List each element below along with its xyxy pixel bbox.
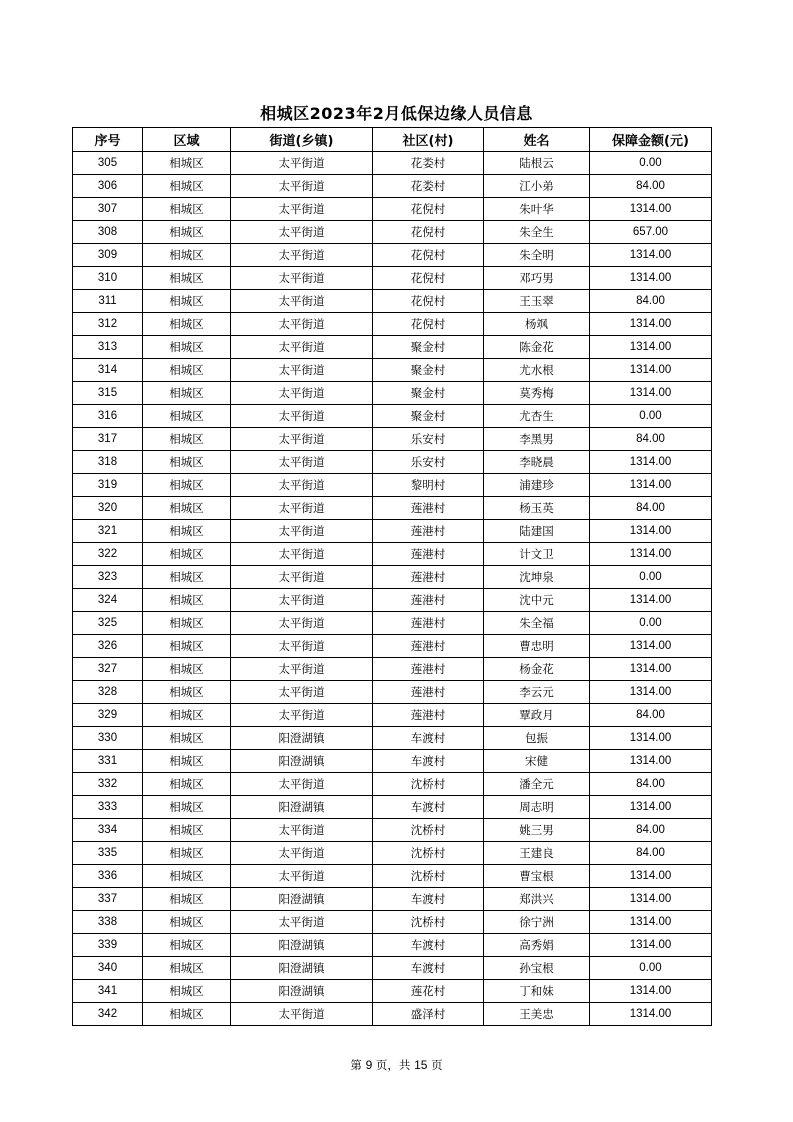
cell-village: 莲港村 — [373, 635, 484, 658]
cell-district: 相城区 — [143, 313, 231, 336]
cell-district: 相城区 — [143, 658, 231, 681]
table-row — [73, 405, 712, 428]
cell-seq: 309 — [73, 244, 143, 267]
cell-amount: 1314.00 — [590, 911, 712, 934]
cell-name: 周志明 — [484, 796, 590, 819]
cell-village: 车渡村 — [373, 957, 484, 980]
cell-village: 沈桥村 — [373, 865, 484, 888]
cell-street: 太平街道 — [231, 704, 373, 727]
table-row — [73, 635, 712, 658]
cell-seq: 307 — [73, 198, 143, 221]
cell-amount: 84.00 — [590, 704, 712, 727]
cell-name: 郑洪兴 — [484, 888, 590, 911]
cell-village: 沈桥村 — [373, 773, 484, 796]
cell-street: 太平街道 — [231, 658, 373, 681]
cell-seq: 315 — [73, 382, 143, 405]
table-row — [73, 704, 712, 727]
cell-name: 宋健 — [484, 750, 590, 773]
table-row — [73, 336, 712, 359]
cell-district: 相城区 — [143, 382, 231, 405]
cell-amount: 84.00 — [590, 819, 712, 842]
page-footer — [0, 1057, 793, 1073]
cell-amount: 0.00 — [590, 566, 712, 589]
cell-seq: 323 — [73, 566, 143, 589]
cell-village: 花娄村 — [373, 152, 484, 175]
cell-district: 相城区 — [143, 405, 231, 428]
cell-name: 孙宝根 — [484, 957, 590, 980]
table-row — [73, 451, 712, 474]
cell-seq: 333 — [73, 796, 143, 819]
cell-district: 相城区 — [143, 681, 231, 704]
cell-district: 相城区 — [143, 980, 231, 1003]
cell-amount: 1314.00 — [590, 888, 712, 911]
cell-amount: 1314.00 — [590, 934, 712, 957]
cell-name: 王美忠 — [484, 1003, 590, 1026]
cell-district: 相城区 — [143, 773, 231, 796]
cell-street: 阳澄湖镇 — [231, 934, 373, 957]
data-table — [72, 127, 712, 1026]
cell-district: 相城区 — [143, 451, 231, 474]
cell-district: 相城区 — [143, 221, 231, 244]
cell-village: 车渡村 — [373, 934, 484, 957]
cell-seq: 337 — [73, 888, 143, 911]
cell-name: 计文卫 — [484, 543, 590, 566]
cell-village: 莲港村 — [373, 681, 484, 704]
table-row — [73, 911, 712, 934]
cell-street: 太平街道 — [231, 842, 373, 865]
cell-seq: 305 — [73, 152, 143, 175]
table-header-row — [73, 128, 712, 152]
cell-village: 莲花村 — [373, 980, 484, 1003]
cell-village: 莲港村 — [373, 658, 484, 681]
cell-amount: 0.00 — [590, 152, 712, 175]
footer-middle: 页，共 — [375, 1058, 411, 1072]
cell-seq: 331 — [73, 750, 143, 773]
cell-name: 朱叶华 — [484, 198, 590, 221]
cell-village: 聚金村 — [373, 405, 484, 428]
cell-amount: 657.00 — [590, 221, 712, 244]
cell-district: 相城区 — [143, 566, 231, 589]
cell-seq: 319 — [73, 474, 143, 497]
cell-village: 花倪村 — [373, 267, 484, 290]
cell-name: 王建良 — [484, 842, 590, 865]
cell-village: 莲港村 — [373, 566, 484, 589]
cell-amount: 1314.00 — [590, 681, 712, 704]
cell-village: 花娄村 — [373, 175, 484, 198]
cell-amount: 1314.00 — [590, 313, 712, 336]
header-amount: 保障金额(元) — [590, 128, 712, 152]
cell-street: 太平街道 — [231, 520, 373, 543]
cell-seq: 332 — [73, 773, 143, 796]
cell-amount: 1314.00 — [590, 980, 712, 1003]
cell-district: 相城区 — [143, 911, 231, 934]
cell-village: 莲港村 — [373, 589, 484, 612]
cell-street: 太平街道 — [231, 428, 373, 451]
cell-district: 相城区 — [143, 842, 231, 865]
cell-village: 黎明村 — [373, 474, 484, 497]
cell-street: 太平街道 — [231, 681, 373, 704]
cell-street: 太平街道 — [231, 543, 373, 566]
cell-street: 太平街道 — [231, 1003, 373, 1026]
cell-seq: 325 — [73, 612, 143, 635]
table-row — [73, 474, 712, 497]
table-row — [73, 681, 712, 704]
cell-amount: 1314.00 — [590, 520, 712, 543]
cell-street: 太平街道 — [231, 244, 373, 267]
cell-street: 阳澄湖镇 — [231, 980, 373, 1003]
footer-suffix: 页 — [431, 1058, 443, 1072]
cell-seq: 316 — [73, 405, 143, 428]
cell-amount: 1314.00 — [590, 244, 712, 267]
table-row — [73, 865, 712, 888]
cell-district: 相城区 — [143, 727, 231, 750]
table-row — [73, 359, 712, 382]
cell-amount: 1314.00 — [590, 359, 712, 382]
header-name: 姓名 — [484, 128, 590, 152]
cell-street: 太平街道 — [231, 773, 373, 796]
cell-village: 沈桥村 — [373, 842, 484, 865]
cell-village: 车渡村 — [373, 888, 484, 911]
cell-street: 阳澄湖镇 — [231, 888, 373, 911]
cell-district: 相城区 — [143, 934, 231, 957]
cell-village: 花倪村 — [373, 313, 484, 336]
cell-street: 太平街道 — [231, 382, 373, 405]
header-village: 社区(村) — [373, 128, 484, 152]
cell-name: 陆建国 — [484, 520, 590, 543]
cell-name: 包振 — [484, 727, 590, 750]
cell-name: 陈金花 — [484, 336, 590, 359]
cell-village: 车渡村 — [373, 796, 484, 819]
cell-district: 相城区 — [143, 497, 231, 520]
cell-name: 覃政月 — [484, 704, 590, 727]
cell-street: 太平街道 — [231, 267, 373, 290]
cell-name: 沈中元 — [484, 589, 590, 612]
cell-name: 潘全元 — [484, 773, 590, 796]
cell-seq: 310 — [73, 267, 143, 290]
cell-village: 莲港村 — [373, 612, 484, 635]
cell-district: 相城区 — [143, 750, 231, 773]
table-row — [73, 612, 712, 635]
cell-street: 太平街道 — [231, 152, 373, 175]
table-row — [73, 658, 712, 681]
cell-seq: 320 — [73, 497, 143, 520]
cell-seq: 313 — [73, 336, 143, 359]
cell-street: 太平街道 — [231, 865, 373, 888]
table-row — [73, 888, 712, 911]
cell-village: 沈桥村 — [373, 819, 484, 842]
cell-district: 相城区 — [143, 175, 231, 198]
cell-amount: 1314.00 — [590, 382, 712, 405]
cell-village: 乐安村 — [373, 428, 484, 451]
cell-village: 花倪村 — [373, 290, 484, 313]
cell-village: 莲港村 — [373, 704, 484, 727]
table-row — [73, 934, 712, 957]
cell-amount: 1314.00 — [590, 198, 712, 221]
table-row — [73, 382, 712, 405]
cell-amount: 0.00 — [590, 612, 712, 635]
cell-district: 相城区 — [143, 635, 231, 658]
cell-street: 阳澄湖镇 — [231, 957, 373, 980]
cell-street: 太平街道 — [231, 497, 373, 520]
cell-seq: 322 — [73, 543, 143, 566]
table-row — [73, 980, 712, 1003]
cell-name: 江小弟 — [484, 175, 590, 198]
cell-village: 花倪村 — [373, 198, 484, 221]
cell-seq: 306 — [73, 175, 143, 198]
table-row — [73, 313, 712, 336]
cell-village: 莲港村 — [373, 497, 484, 520]
cell-street: 太平街道 — [231, 221, 373, 244]
cell-seq: 334 — [73, 819, 143, 842]
cell-village: 聚金村 — [373, 336, 484, 359]
cell-name: 莫秀梅 — [484, 382, 590, 405]
cell-amount: 1314.00 — [590, 750, 712, 773]
cell-district: 相城区 — [143, 612, 231, 635]
cell-name: 徐宁洲 — [484, 911, 590, 934]
cell-street: 太平街道 — [231, 313, 373, 336]
cell-district: 相城区 — [143, 796, 231, 819]
cell-street: 太平街道 — [231, 290, 373, 313]
cell-seq: 339 — [73, 934, 143, 957]
cell-name: 浦建珍 — [484, 474, 590, 497]
cell-street: 阳澄湖镇 — [231, 796, 373, 819]
cell-seq: 335 — [73, 842, 143, 865]
cell-street: 太平街道 — [231, 612, 373, 635]
cell-village: 莲港村 — [373, 543, 484, 566]
table-row — [73, 727, 712, 750]
table-body — [73, 152, 712, 1026]
cell-district: 相城区 — [143, 888, 231, 911]
cell-name: 曹忠明 — [484, 635, 590, 658]
table-row — [73, 267, 712, 290]
cell-seq: 328 — [73, 681, 143, 704]
cell-street: 太平街道 — [231, 589, 373, 612]
cell-name: 尤水根 — [484, 359, 590, 382]
cell-seq: 329 — [73, 704, 143, 727]
cell-seq: 338 — [73, 911, 143, 934]
cell-amount: 1314.00 — [590, 865, 712, 888]
cell-village: 乐安村 — [373, 451, 484, 474]
cell-street: 太平街道 — [231, 566, 373, 589]
table-row — [73, 773, 712, 796]
cell-street: 太平街道 — [231, 175, 373, 198]
cell-street: 阳澄湖镇 — [231, 750, 373, 773]
cell-district: 相城区 — [143, 474, 231, 497]
cell-name: 邓巧男 — [484, 267, 590, 290]
cell-street: 阳澄湖镇 — [231, 727, 373, 750]
cell-district: 相城区 — [143, 198, 231, 221]
cell-district: 相城区 — [143, 428, 231, 451]
cell-seq: 308 — [73, 221, 143, 244]
cell-district: 相城区 — [143, 267, 231, 290]
table-row — [73, 543, 712, 566]
cell-seq: 314 — [73, 359, 143, 382]
table-row — [73, 957, 712, 980]
cell-name: 尤杏生 — [484, 405, 590, 428]
cell-seq: 327 — [73, 658, 143, 681]
cell-seq: 312 — [73, 313, 143, 336]
cell-village: 车渡村 — [373, 750, 484, 773]
cell-amount: 1314.00 — [590, 451, 712, 474]
cell-amount: 84.00 — [590, 175, 712, 198]
cell-name: 曹宝根 — [484, 865, 590, 888]
cell-street: 太平街道 — [231, 359, 373, 382]
cell-name: 杨金花 — [484, 658, 590, 681]
cell-amount: 84.00 — [590, 290, 712, 313]
cell-amount: 1314.00 — [590, 635, 712, 658]
table-row — [73, 290, 712, 313]
cell-seq: 324 — [73, 589, 143, 612]
header-street: 街道(乡镇) — [231, 128, 373, 152]
cell-amount: 1314.00 — [590, 267, 712, 290]
header-seq: 序号 — [73, 128, 143, 152]
cell-amount: 1314.00 — [590, 727, 712, 750]
footer-prefix: 第 — [350, 1058, 362, 1072]
cell-amount: 1314.00 — [590, 543, 712, 566]
table-row — [73, 842, 712, 865]
cell-village: 花倪村 — [373, 221, 484, 244]
cell-amount: 84.00 — [590, 842, 712, 865]
cell-name: 王玉翠 — [484, 290, 590, 313]
cell-district: 相城区 — [143, 152, 231, 175]
cell-street: 太平街道 — [231, 198, 373, 221]
cell-district: 相城区 — [143, 543, 231, 566]
document-title: 相城区2023年2月低保边缘人员信息 — [260, 104, 533, 123]
cell-village: 沈桥村 — [373, 911, 484, 934]
table-row — [73, 1003, 712, 1026]
cell-district: 相城区 — [143, 704, 231, 727]
footer-total-pages: 15 — [414, 1058, 428, 1072]
cell-district: 相城区 — [143, 1003, 231, 1026]
cell-name: 杨飒 — [484, 313, 590, 336]
cell-name: 李黑男 — [484, 428, 590, 451]
cell-seq: 318 — [73, 451, 143, 474]
cell-street: 太平街道 — [231, 635, 373, 658]
cell-amount: 1314.00 — [590, 336, 712, 359]
cell-district: 相城区 — [143, 520, 231, 543]
cell-seq: 342 — [73, 1003, 143, 1026]
cell-amount: 84.00 — [590, 773, 712, 796]
cell-name: 丁和妹 — [484, 980, 590, 1003]
table-row — [73, 221, 712, 244]
cell-name: 朱全明 — [484, 244, 590, 267]
cell-amount: 1314.00 — [590, 589, 712, 612]
cell-district: 相城区 — [143, 336, 231, 359]
table-row — [73, 819, 712, 842]
cell-seq: 336 — [73, 865, 143, 888]
cell-amount: 1314.00 — [590, 474, 712, 497]
cell-village: 车渡村 — [373, 727, 484, 750]
footer-page-number: 9 — [365, 1058, 373, 1072]
header-district: 区域 — [143, 128, 231, 152]
cell-name: 高秀娟 — [484, 934, 590, 957]
cell-amount: 1314.00 — [590, 658, 712, 681]
cell-name: 陆根云 — [484, 152, 590, 175]
cell-seq: 341 — [73, 980, 143, 1003]
cell-district: 相城区 — [143, 957, 231, 980]
table-row — [73, 796, 712, 819]
cell-amount: 1314.00 — [590, 1003, 712, 1026]
cell-name: 沈坤泉 — [484, 566, 590, 589]
cell-seq: 311 — [73, 290, 143, 313]
table-row — [73, 566, 712, 589]
cell-seq: 330 — [73, 727, 143, 750]
cell-district: 相城区 — [143, 865, 231, 888]
table-row — [73, 152, 712, 175]
table-row — [73, 750, 712, 773]
cell-name: 朱全福 — [484, 612, 590, 635]
cell-street: 太平街道 — [231, 405, 373, 428]
cell-name: 朱全生 — [484, 221, 590, 244]
cell-amount: 1314.00 — [590, 796, 712, 819]
cell-seq: 326 — [73, 635, 143, 658]
cell-street: 太平街道 — [231, 819, 373, 842]
table-row — [73, 175, 712, 198]
cell-district: 相城区 — [143, 589, 231, 612]
table-row — [73, 244, 712, 267]
cell-amount: 84.00 — [590, 428, 712, 451]
cell-village: 盛泽村 — [373, 1003, 484, 1026]
cell-district: 相城区 — [143, 359, 231, 382]
cell-amount: 84.00 — [590, 497, 712, 520]
cell-seq: 340 — [73, 957, 143, 980]
cell-district: 相城区 — [143, 819, 231, 842]
cell-village: 花倪村 — [373, 244, 484, 267]
table-row — [73, 428, 712, 451]
cell-village: 聚金村 — [373, 359, 484, 382]
cell-amount: 0.00 — [590, 405, 712, 428]
cell-street: 太平街道 — [231, 911, 373, 934]
cell-seq: 317 — [73, 428, 143, 451]
cell-street: 太平街道 — [231, 474, 373, 497]
cell-name: 李云元 — [484, 681, 590, 704]
cell-amount: 0.00 — [590, 957, 712, 980]
cell-district: 相城区 — [143, 244, 231, 267]
cell-seq: 321 — [73, 520, 143, 543]
cell-district: 相城区 — [143, 290, 231, 313]
table-row — [73, 198, 712, 221]
cell-street: 太平街道 — [231, 451, 373, 474]
cell-name: 姚三男 — [484, 819, 590, 842]
cell-village: 莲港村 — [373, 520, 484, 543]
table-row — [73, 520, 712, 543]
cell-name: 李晓晨 — [484, 451, 590, 474]
cell-name: 杨玉英 — [484, 497, 590, 520]
cell-village: 聚金村 — [373, 382, 484, 405]
table-row — [73, 589, 712, 612]
table-row — [73, 497, 712, 520]
cell-street: 太平街道 — [231, 336, 373, 359]
